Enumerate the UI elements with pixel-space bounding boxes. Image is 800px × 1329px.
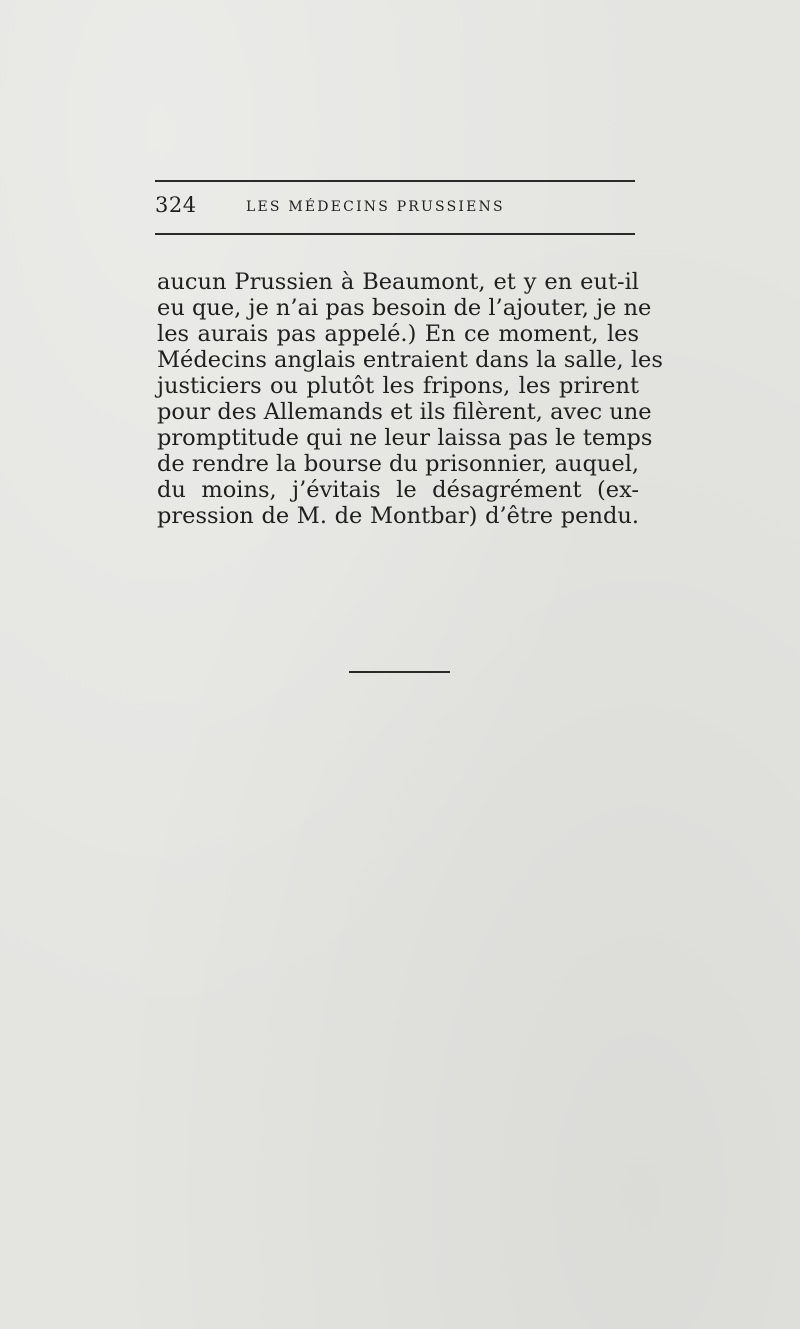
- text-line: pour des Allemands et ils filèrent, avec une: [157, 399, 652, 425]
- text-line: pression de M. de Montbar) d’être pendu.: [157, 503, 639, 529]
- running-header: [155, 193, 635, 223]
- text-line: promptitude qui ne leur laissa pas le temps: [157, 425, 653, 451]
- text-line: justiciers ou plutôt les fripons, les prirent: [157, 373, 639, 399]
- body-paragraph: [157, 269, 663, 529]
- text-line: aucun Prussien à Beaumont, et y en eut-il: [157, 269, 639, 295]
- chapter-end-rule: [349, 671, 450, 673]
- text-line: les aurais pas appelé.) En ce moment, les: [157, 321, 639, 347]
- text-line: du moins, j’évitais le désagrément (ex-: [157, 477, 639, 503]
- text-line: de rendre la bourse du prisonnier, auquel,: [157, 451, 640, 477]
- running-title: LES MÉDECINS PRUSSIENS: [246, 199, 505, 215]
- text-line: Médecins anglais entraient dans la salle, les: [157, 347, 663, 373]
- header-top-rule: [155, 180, 635, 182]
- page-number: 324: [155, 193, 197, 217]
- text-line: eu que, je n’ai pas besoin de l’ajouter, je ne: [157, 295, 652, 321]
- header-bottom-rule: [155, 233, 635, 235]
